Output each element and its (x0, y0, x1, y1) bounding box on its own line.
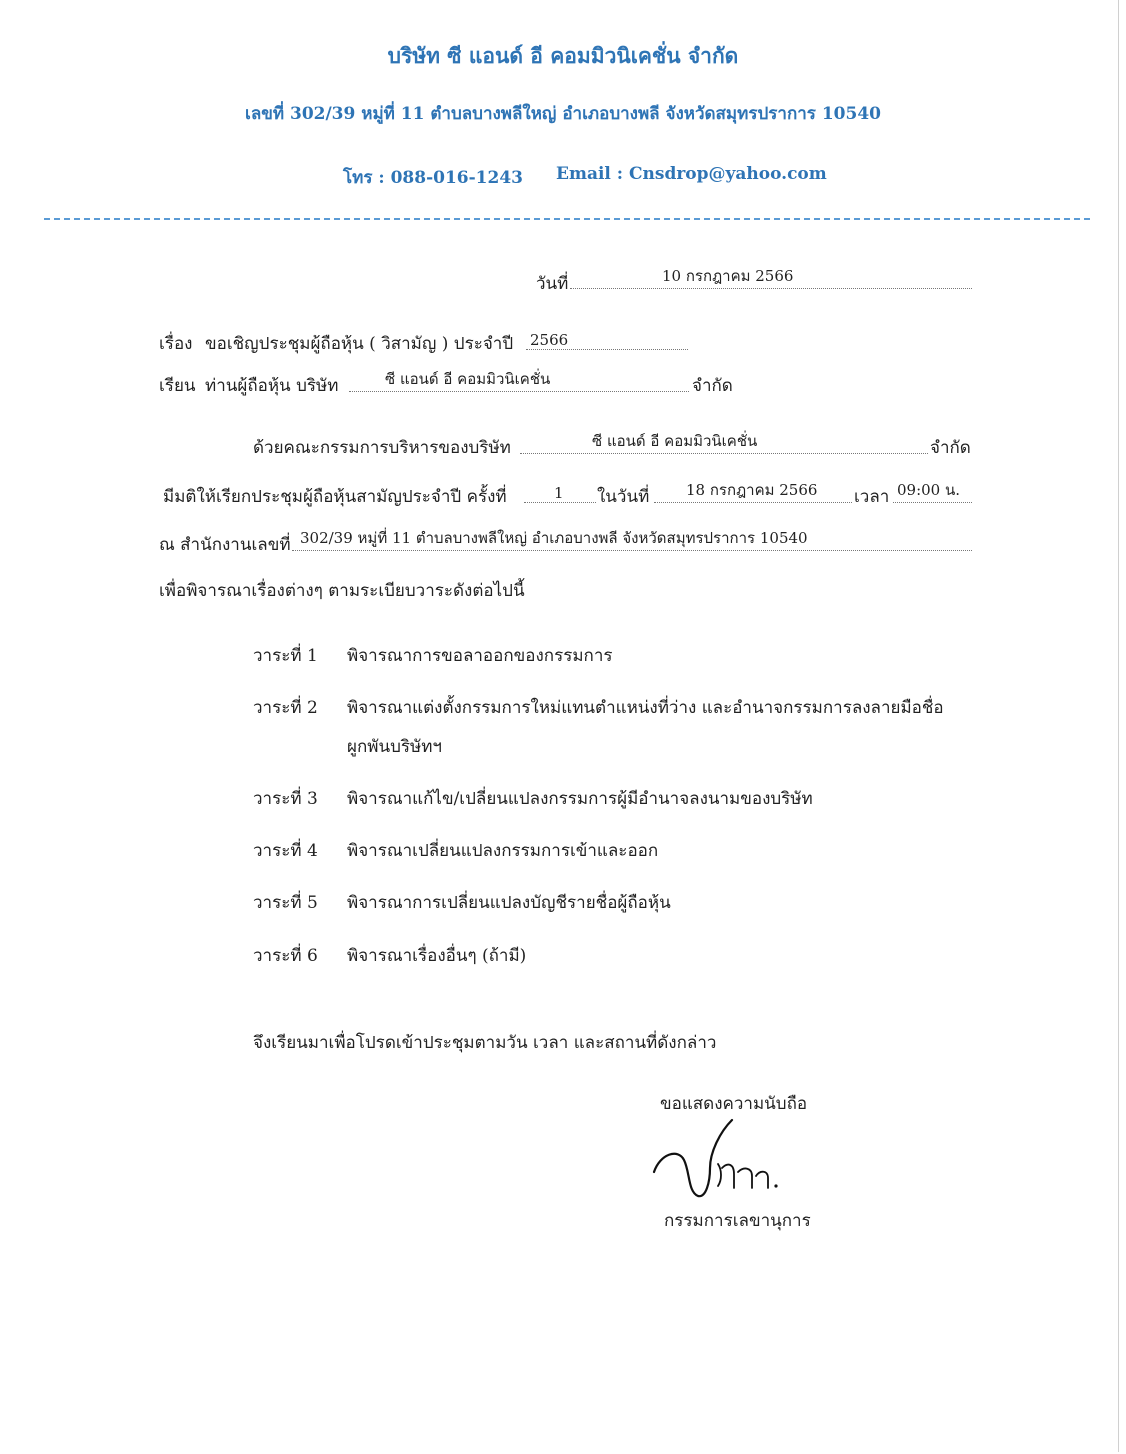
company-address: เลขที่ 302/39 หมู่ที่ 11 ตำบลบางพลีใหญ่ อำเภอบางพลี จังหวัดสมุทรปราการ 10540 (245, 104, 881, 124)
closing-regards: ขอแสดงความนับถือ (660, 1094, 808, 1114)
meeting-place: 302/39 หมู่ที่ 11 ตำบลบางพลีใหญ่ อำเภอบางพลี จังหวัดสมุทรปราการ 10540 (300, 529, 808, 547)
agenda-number: วาระที่ 2 (253, 698, 318, 718)
company-name: บริษัท ซี แอนด์ อี คอมมิวนิเคชั่น จำกัด (387, 43, 739, 68)
closing-text: จึงเรียนมาเพื่อโปรดเข้าประชุมตามวัน เวลา และสถานที่ดังกล่าว (253, 1033, 717, 1053)
company-email: Email : Cnsdrop@yahoo.com (556, 164, 827, 184)
agenda-text: พิจารณาแก้ไข/เปลี่ยนแปลงกรรมการผู้มีอำนาจลงนามของบริษัท (347, 789, 813, 809)
to-suffix: จำกัด (692, 376, 733, 396)
signature-image (648, 1112, 788, 1204)
agenda-number: วาระที่ 6 (253, 946, 318, 966)
subject-label: เรื่อง (159, 334, 193, 354)
meeting-time: 09:00 น. (897, 481, 961, 499)
to-company-field (349, 369, 689, 392)
subject-year: 2566 (530, 331, 569, 349)
meeting-date-field (654, 480, 852, 503)
header-divider (44, 218, 1090, 220)
to-label: เรียน (159, 376, 196, 396)
to-text: ท่านผู้ถือหุ้น บริษัท (205, 376, 339, 396)
subject-text: ขอเชิญประชุมผู้ถือหุ้น ( วิสามัญ ) ประจำปี (205, 334, 514, 354)
to-company: ซี แอนด์ อี คอมมิวนิเคชั่น (385, 370, 551, 388)
agenda-number: วาระที่ 4 (253, 841, 318, 861)
company-phone: โทร : 088-016-1243 (343, 168, 523, 188)
agenda-text: พิจารณาเรื่องอื่นๆ (ถ้ามี) (347, 946, 527, 966)
body-line4: เพื่อพิจารณาเรื่องต่างๆ ตามระเบียบวาระดังต่อไปนี้ (159, 581, 525, 601)
body-line1-prefix: ด้วยคณะกรรมการบริหารของบริษัท (253, 438, 511, 458)
meeting-no: 1 (554, 484, 564, 502)
agenda-text-continued: ผูกพันบริษัทฯ (347, 737, 442, 757)
meeting-time-field (893, 480, 972, 503)
agenda-number: วาระที่ 1 (253, 646, 318, 666)
subject-year-field (526, 327, 688, 350)
body-company: ซี แอนด์ อี คอมมิวนิเคชั่น (592, 432, 758, 450)
body-company-field (520, 431, 928, 454)
body-line1-suffix: จำกัด (930, 438, 971, 458)
agenda-text: พิจารณาเปลี่ยนแปลงกรรมการเข้าและออก (347, 841, 659, 861)
meeting-date-label: ในวันที่ (597, 487, 650, 507)
signer-title: กรรมการเลขานุการ (664, 1211, 811, 1231)
agenda-number: วาระที่ 5 (253, 893, 318, 913)
agenda-number: วาระที่ 3 (253, 789, 318, 809)
meeting-place-field (292, 528, 972, 551)
agenda-text: พิจารณาแต่งตั้งกรรมการใหม่แทนตำแหน่งที่ว่าง และอำนาจกรรมการลงลายมือชื่อ (347, 698, 944, 718)
date-field (570, 266, 972, 289)
date-label: วันที่ (536, 274, 569, 294)
meeting-date: 18 กรกฎาคม 2566 (686, 481, 818, 499)
meeting-time-label: เวลา (854, 487, 890, 507)
date-value: 10 กรกฎาคม 2566 (662, 267, 794, 285)
body-line3-prefix: ณ สำนักงานเลขที่ (159, 535, 291, 555)
agenda-text: พิจารณาการเปลี่ยนแปลงบัญชีรายชื่อผู้ถือหุ้น (347, 893, 671, 913)
body-line2-prefix: มีมติให้เรียกประชุมผู้ถือหุ้นสามัญประจำปี ครั้งที่ (163, 487, 507, 507)
agenda-text: พิจารณาการขอลาออกของกรรมการ (347, 646, 613, 666)
meeting-no-field (524, 480, 596, 503)
